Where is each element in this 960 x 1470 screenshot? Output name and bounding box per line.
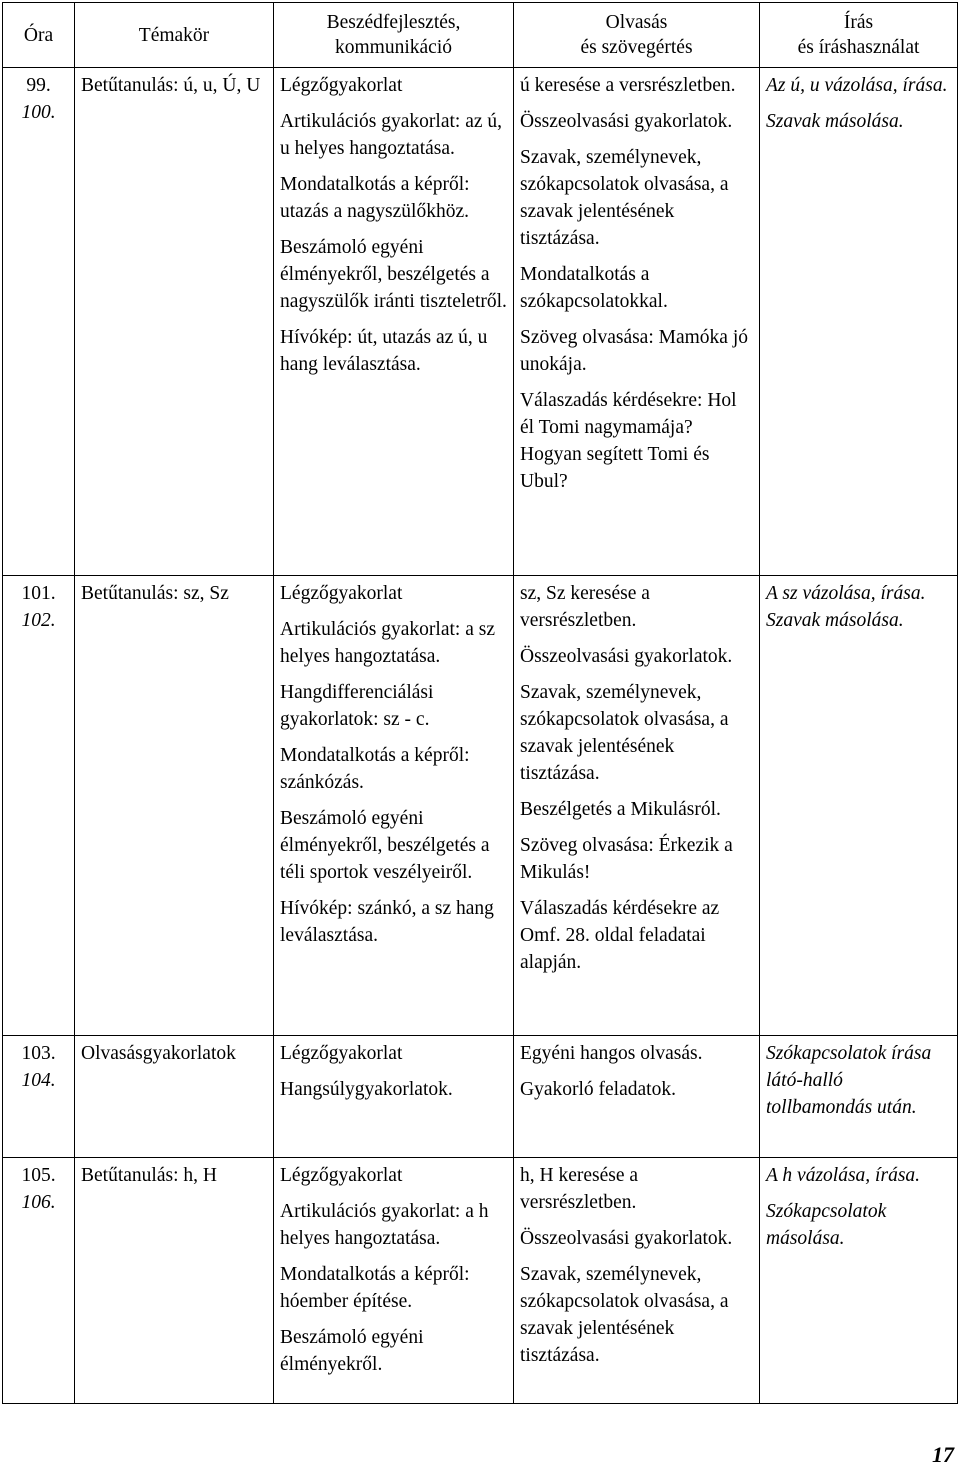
temakor-text: Betűtanulás: sz, Sz — [81, 583, 229, 604]
olvasas-item: ú keresése a versrészletben. — [520, 75, 736, 96]
olvasas-item: Összeolvasási gyakorlatok. — [520, 111, 733, 132]
iras-item: Szókapcsolatok másolása. — [766, 1201, 887, 1249]
beszed-item: Mondatalkotás a képről: szánkózás. — [280, 745, 470, 793]
beszed-item: Mondatalkotás a képről: utazás a nagyszülőkhöz. — [280, 174, 470, 222]
olvasas-cell — [514, 1158, 760, 1404]
temakor-text: Betűtanulás: ú, u, Ú, U — [81, 75, 261, 96]
temakor-cell — [75, 1036, 274, 1158]
table-row — [3, 68, 958, 576]
page-number: 17 — [932, 1442, 954, 1467]
header-beszed-line1: Beszédfejlesztés, — [326, 12, 461, 33]
ora-number: 102. — [21, 610, 56, 631]
iras-cell — [760, 1158, 958, 1404]
header-iras-line2: és íráshasználat — [797, 37, 920, 58]
olvasas-item: Szavak, személynevek, szókapcsolatok olvasása, a szavak jelentésének tisztázása. — [520, 1264, 729, 1366]
beszed-cell — [274, 1158, 514, 1404]
header-beszed-line2: kommunikáció — [335, 37, 452, 58]
header-olvasas-line2: és szövegértés — [580, 37, 693, 58]
olvasas-item: Egyéni hangos olvasás. — [520, 1043, 703, 1064]
beszed-item: Beszámoló egyéni élményekről. — [280, 1327, 424, 1375]
olvasas-item: Mondatalkotás a szókapcsolatokkal. — [520, 264, 668, 312]
olvasas-cell — [514, 68, 760, 576]
table-row — [3, 1158, 958, 1404]
table-row — [3, 1036, 958, 1158]
header-iras-line1: Írás — [843, 12, 874, 33]
olvasas-item: Összeolvasási gyakorlatok. — [520, 1228, 733, 1249]
curriculum-table — [2, 2, 958, 1404]
ora-number: 104. — [21, 1070, 56, 1091]
iras-item: Az ú, u vázolása, írása. — [766, 75, 948, 96]
beszed-item: Artikulációs gyakorlat: a sz helyes hangoztatása. — [280, 619, 495, 667]
iras-item: A sz vázolása, írása. Szavak másolása. — [766, 583, 926, 631]
ora-number: 103. — [21, 1043, 56, 1064]
ora-cell — [3, 1158, 75, 1404]
header-ora: Óra — [3, 3, 75, 68]
temakor-cell — [75, 1158, 274, 1404]
olvasas-item: sz, Sz keresése a versrészletben. — [520, 583, 650, 631]
olvasas-item: Beszélgetés a Mikulásról. — [520, 799, 721, 820]
beszed-item: Beszámoló egyéni élményekről, beszélgetés a téli sportok veszélyeiről. — [280, 808, 490, 883]
beszed-item: Beszámoló egyéni élményekről, beszélgetés a nagyszülők iránti tiszteletről. — [280, 237, 507, 312]
table-row — [3, 576, 958, 1036]
olvasas-item: Válaszadás kérdésekre: Hol él Tomi nagymamája? Hogyan segített Tomi és Ubul? — [520, 390, 737, 492]
beszed-item: Hívókép: út, utazás az ú, u hang leválasztása. — [280, 327, 488, 375]
olvasas-item: Válaszadás kérdésekre az Omf. 28. oldal feladatai alapján. — [520, 898, 720, 973]
olvasas-cell — [514, 576, 760, 1036]
beszed-item: Hangdifferenciálási gyakorlatok: sz - c. — [280, 682, 434, 730]
header-olvasas — [514, 3, 760, 68]
header-olvasas-line1: Olvasás — [605, 12, 668, 33]
ora-number: 100. — [21, 102, 56, 123]
beszed-item: Artikulációs gyakorlat: a h helyes hangoztatása. — [280, 1201, 489, 1249]
ora-cell — [3, 68, 75, 576]
olvasas-item: Szavak, személynevek, szókapcsolatok olvasása, a szavak jelentésének tisztázása. — [520, 147, 729, 249]
olvasas-item: Szöveg olvasása: Érkezik a Mikulás! — [520, 835, 733, 883]
temakor-text: Betűtanulás: h, H — [81, 1165, 217, 1186]
iras-item: A h vázolása, írása. — [766, 1165, 921, 1186]
iras-cell — [760, 576, 958, 1036]
table-header-row — [3, 3, 958, 68]
beszed-cell — [274, 1036, 514, 1158]
ora-number: 105. — [21, 1165, 56, 1186]
beszed-item: Légzőgyakorlat — [280, 1043, 403, 1064]
beszed-item: Hangsúlygyakorlatok. — [280, 1079, 453, 1100]
olvasas-item: Összeolvasási gyakorlatok. — [520, 646, 733, 667]
header-beszedfejlesztes — [274, 3, 514, 68]
iras-item: Szavak másolása. — [766, 111, 904, 132]
olvasas-item: h, H keresése a versrészletben. — [520, 1165, 639, 1213]
ora-number: 106. — [21, 1192, 56, 1213]
olvasas-cell — [514, 1036, 760, 1158]
beszed-cell — [274, 576, 514, 1036]
temakor-cell — [75, 576, 274, 1036]
header-temakor: Témakör — [75, 3, 274, 68]
beszed-item: Légzőgyakorlat — [280, 1165, 403, 1186]
ora-cell — [3, 576, 75, 1036]
iras-item: Szókapcsolatok írása látó-halló tollbamondás után. — [766, 1043, 932, 1118]
beszed-item: Mondatalkotás a képről: hóember építése. — [280, 1264, 470, 1312]
iras-cell — [760, 68, 958, 576]
beszed-item: Légzőgyakorlat — [280, 583, 403, 604]
olvasas-item: Szöveg olvasása: Mamóka jó unokája. — [520, 327, 748, 375]
beszed-item: Hívókép: szánkó, a sz hang leválasztása. — [280, 898, 494, 946]
olvasas-item: Gyakorló feladatok. — [520, 1079, 676, 1100]
ora-number: 99. — [26, 75, 51, 96]
ora-number: 101. — [21, 583, 56, 604]
iras-cell — [760, 1036, 958, 1158]
beszed-item: Artikulációs gyakorlat: az ú, u helyes hangoztatása. — [280, 111, 503, 159]
ora-cell — [3, 1036, 75, 1158]
temakor-text: Olvasásgyakorlatok — [81, 1043, 236, 1064]
temakor-cell — [75, 68, 274, 576]
header-iras — [760, 3, 958, 68]
olvasas-item: Szavak, személynevek, szókapcsolatok olvasása, a szavak jelentésének tisztázása. — [520, 682, 729, 784]
beszed-item: Légzőgyakorlat — [280, 75, 403, 96]
beszed-cell — [274, 68, 514, 576]
